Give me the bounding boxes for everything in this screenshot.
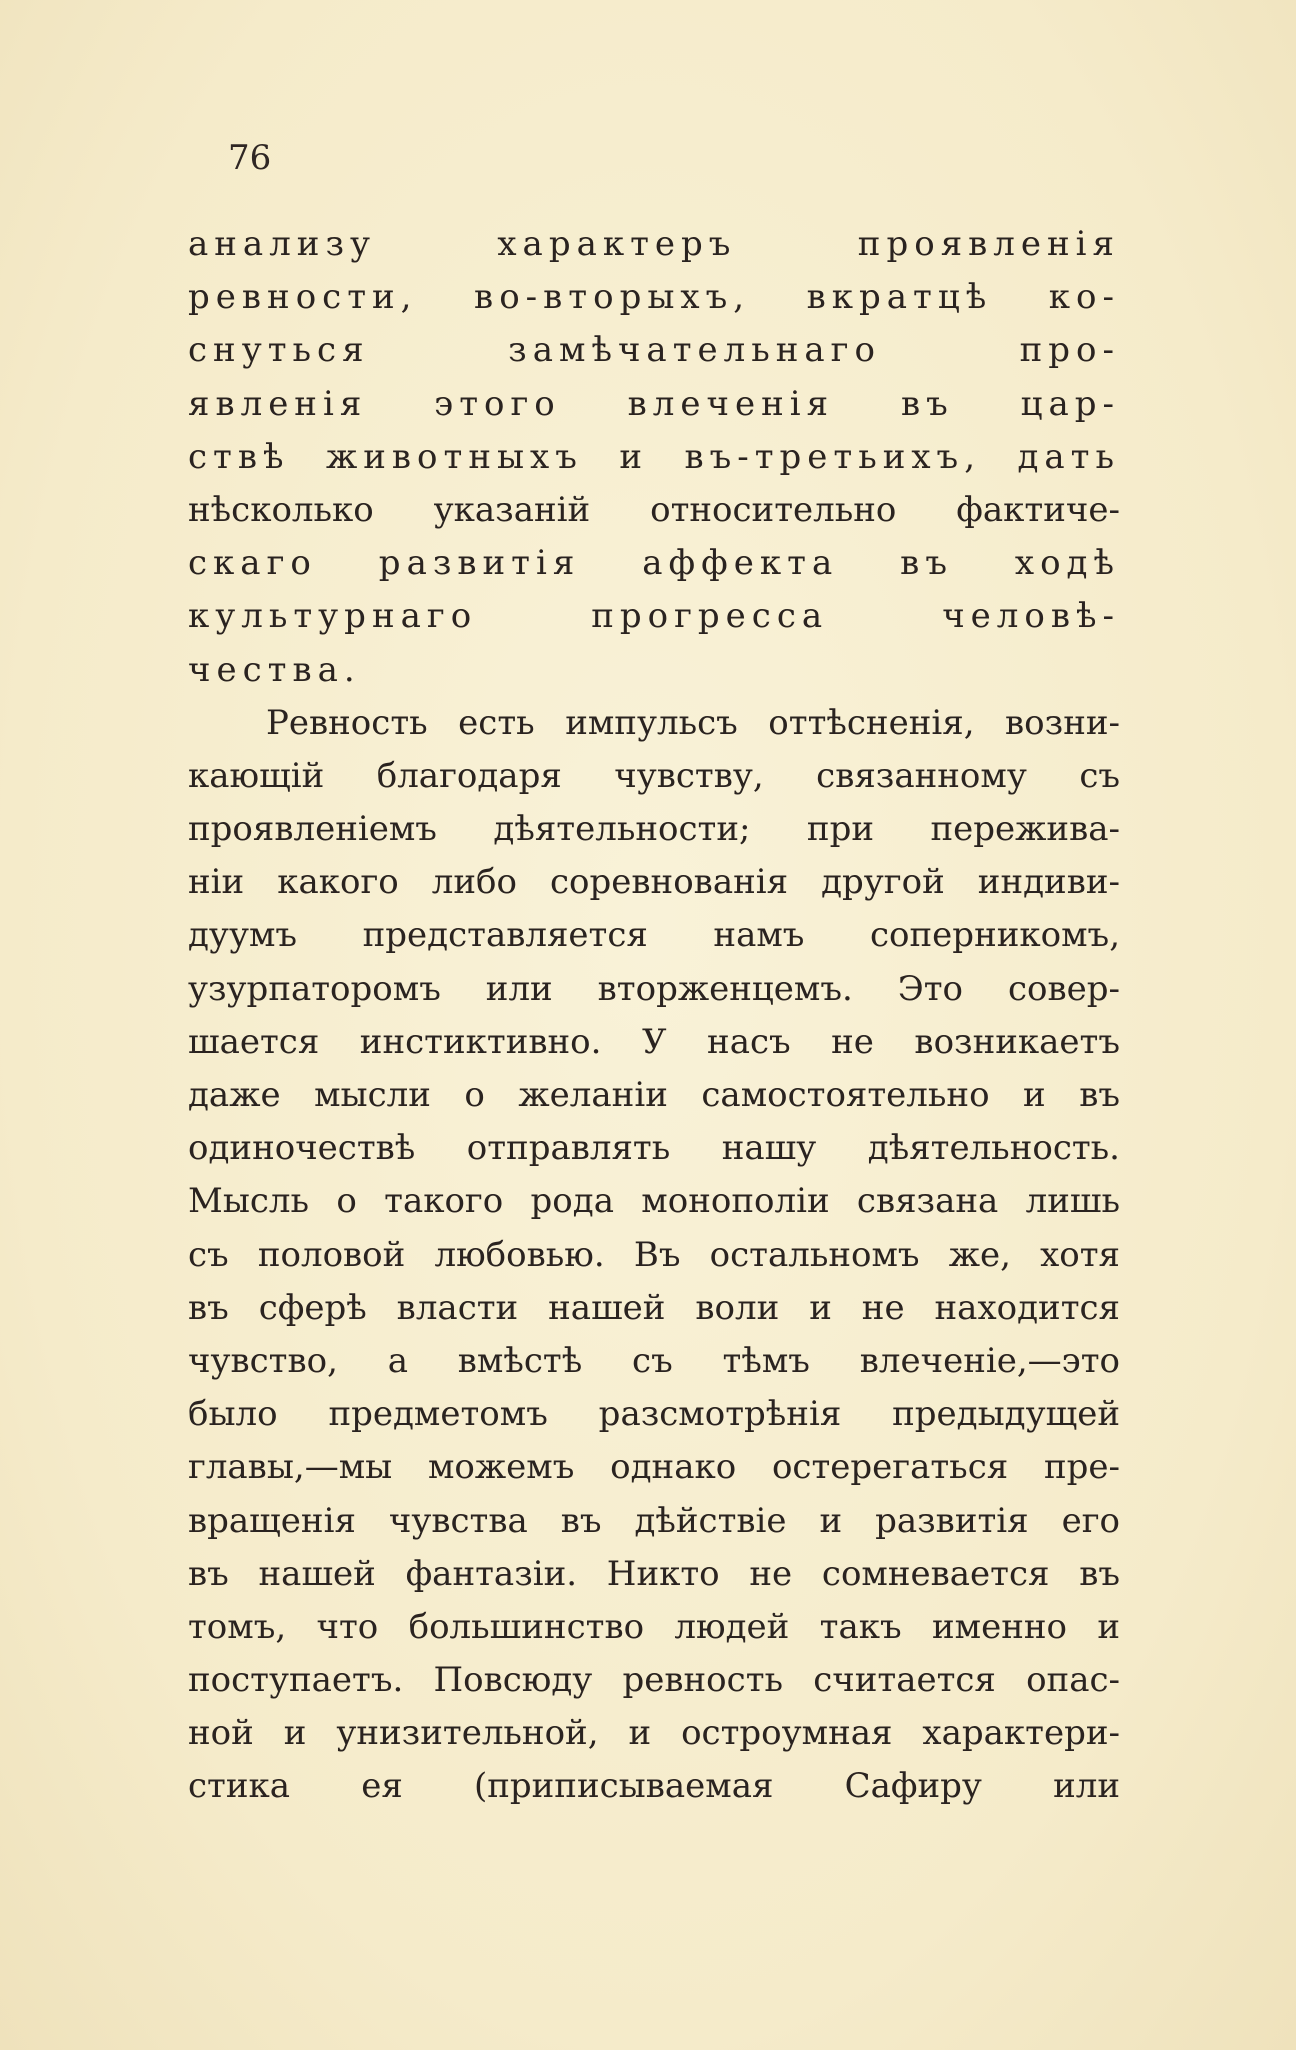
text-line: вращенія чувства въ дѣйствіе и развитія его [188,1500,1120,1541]
text-line: Мысль о такого рода монополіи связана лишь [188,1181,1120,1222]
text-line: ніи какого либо соревнованія другой индиви- [188,862,1120,903]
text-line: даже мысли о желаніи самостоятельно и въ [188,1075,1120,1115]
text-line: анализу характеръ проявленія [188,224,1120,264]
text-line: чества. [188,649,361,690]
text-line: явленія этого влеченія въ цар- [188,383,1120,424]
text-line: снуться замѣчательнаго про- [188,330,1120,371]
text-line: Ревность есть импульсъ оттѣсненія, возни- [266,702,1120,743]
text-line: нѣсколько указаній относительно фактиче- [188,489,1120,530]
text-line: культурнаго прогресса человѣ- [188,596,1120,637]
text-line: скаго развитія аффекта въ ходѣ [188,543,1120,584]
text-line: чувство, а вмѣстѣ съ тѣмъ влеченіе,—это [188,1340,1120,1381]
text-line: проявленіемъ дѣятельности; при пережива- [188,809,1120,850]
text-line: шается инстиктивно. У насъ не возникаетъ [188,1021,1120,1062]
text-line: одиночествѣ отправлять нашу дѣятельность. [188,1128,1120,1169]
text-line: въ сферѣ власти нашей воли и не находится [188,1287,1120,1328]
text-line: въ нашей фантазіи. Никто не сомневается въ [188,1553,1120,1594]
page-number: 76 [228,138,272,178]
text-line: дуумъ представляется намъ соперникомъ, [188,915,1120,956]
text-line: главы,—мы можемъ однако остерегаться пре- [188,1447,1120,1488]
text-line: ревности, во-вторыхъ, вкратцѣ ко- [188,277,1120,318]
text-line: ствѣ животныхъ и въ-третьихъ, дать [188,436,1120,477]
text-line: поступаетъ. Повсюду ревность считается опас- [188,1660,1120,1701]
text-line: съ половой любовью. Въ остальномъ же, хотя [188,1234,1120,1275]
text-line: стика ея (приписываемая Сафиру или [188,1766,1120,1807]
text-line: томъ, что большинство людей такъ именно и [188,1606,1120,1647]
body-text [188,218,1120,1814]
text-line: ной и унизительной, и остроумная характери- [188,1713,1120,1754]
text-line: узурпаторомъ или вторженцемъ. Это совер- [188,968,1120,1009]
text-line: было предметомъ разсмотрѣнія предыдущей [188,1394,1120,1435]
text-line: кающій благодаря чувству, связанному съ [188,755,1120,796]
